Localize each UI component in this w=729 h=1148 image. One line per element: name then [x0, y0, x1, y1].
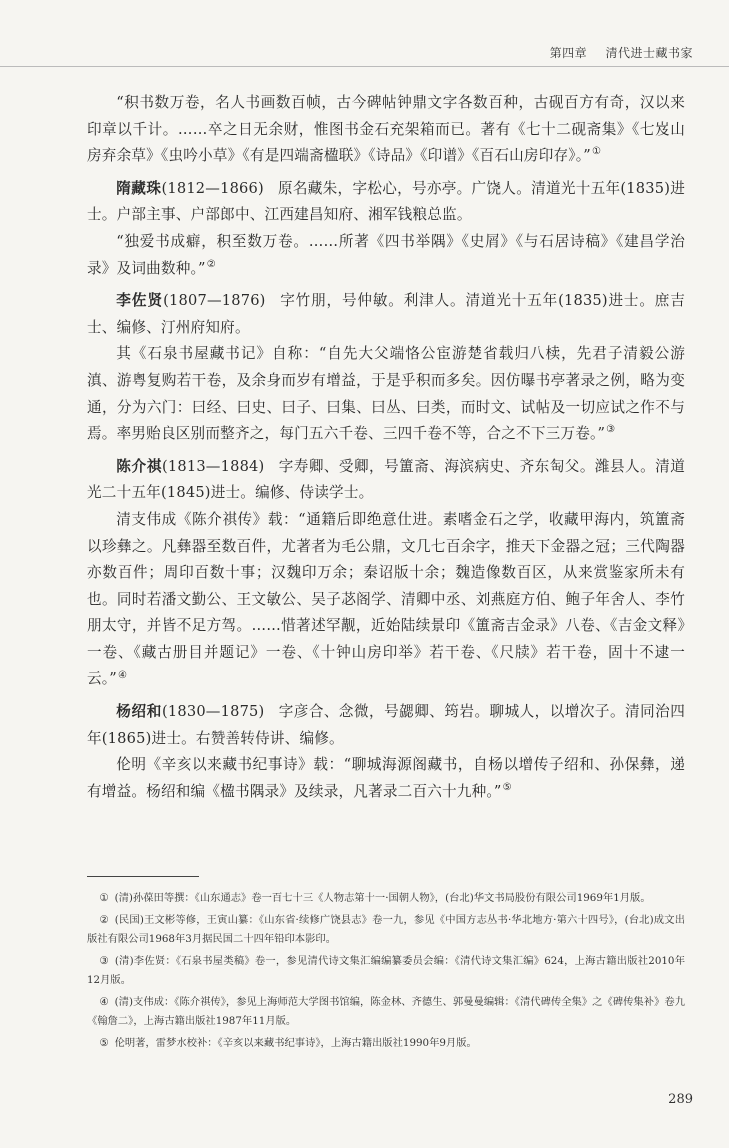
footnote-number: ⑤ — [99, 1037, 109, 1049]
entry-text: 字竹朋，号仲敏。利津人。清道光十五年(1835)进士。庶吉士、编修、汀州府知府。 — [87, 292, 685, 336]
chapter-number: 第四章 — [549, 46, 588, 60]
footnotes — [87, 889, 685, 1056]
quote-paragraph: 伦明《辛亥以来藏书纪事诗》载：“聊城海源阁藏书，自杨以增传子绍和、孙保彝，递有增益。杨绍和编《楹书隅录》及续录，凡著录二百六十九种。”⑤ — [87, 756, 685, 800]
footnote-marker: ① — [591, 146, 602, 158]
entry-heading — [87, 454, 685, 507]
quote-paragraph: “独爱书成癖，积至数万卷。……所著《四书举隅》《史屑》《与石居诗稿》《建昌学治录》及词曲数种。”② — [87, 232, 685, 277]
footnote-number: ① — [99, 892, 109, 904]
footnote: ② (民国)王文彬等修，王寅山纂：《山东省·续修广饶县志》卷一九，参见《中国方志丛书·华北地方·第六十四号》，(台北)成文出版社有限公司1968年3月据民国二十四年铅印本影印。 — [87, 914, 685, 945]
footnote-marker: ③ — [606, 424, 616, 436]
footnote-number: ④ — [99, 996, 109, 1008]
footnote-marker: ② — [206, 258, 216, 270]
page-number: 289 — [668, 1092, 693, 1107]
quote-paragraph: 其《石泉书屋藏书记》自称：“自先大父端恪公宦游楚省载归八椟，先君子清毅公游滇、游粤复购若干卷，及余身而岁有增益，于是乎积而多矣。因仿曝书亭著录之例，略为变通，分为六门：曰经、曰史、曰子、曰集、曰丛、曰类，而时文、试帖及一切应试之作不与焉。率男贻良区别而整齐之，每门五六千卷、三四千卷不等，合之不下三万卷。”③ — [87, 345, 685, 443]
footnote-number: ③ — [99, 955, 109, 967]
entry-text: 字寿卿、受卿，号簠斋、海滨病史、齐东匋父。潍县人。清道光二十五年(1845)进士。编修、侍读学士。 — [87, 457, 686, 502]
entry-name: 隋藏珠 — [116, 179, 162, 197]
footnote: ④ (清)支伟成：《陈介祺传》，参见上海师范大学图书馆编，陈金林、齐德生、郭曼曼编辑：《清代碑传全集》之《碑传集补》卷九《翰詹二》，上海古籍出版社1987年11月版。 — [87, 996, 685, 1027]
chapter-title: 清代进士藏书家 — [605, 46, 693, 60]
entry-years: (1813—1884) — [161, 457, 265, 475]
entry-name: 陈介祺 — [116, 457, 162, 475]
entry-heading — [87, 288, 685, 341]
header-rule — [0, 66, 729, 67]
footnote: ① (清)孙葆田等撰：《山东通志》卷一百七十三《人物志第十一·国朝人物》，(台北)华文书局股份有限公司1969年1月版。 — [99, 892, 651, 904]
quote-paragraph: “积书数万卷，名人书画数百帧，古今碑帖钟鼎文字各数百种，古砚百方有奇，汉以来印章以千计。……卒之日无余财，惟图书金石充架箱而已。著有《七十二砚斋集》《七岌山房弃余草》《虫吟小草》《有是四端斋楹联》《诗品》《印谱》《百石山房印存》。”① — [87, 94, 685, 165]
entry-name: 李佐贤 — [116, 292, 164, 310]
footnote: ⑤ 伦明著，雷梦水校补：《辛亥以来藏书纪事诗》，上海古籍出版社1990年9月版。 — [99, 1037, 477, 1049]
entry-name: 杨绍和 — [116, 703, 162, 721]
entry-years: (1812—1866) — [161, 179, 264, 197]
footnote-number: ② — [99, 914, 109, 926]
entry-text: 原名藏朱，字松心，号亦亭。广饶人。清道光十五年(1835)进士。户部主事、户部郎中、江西建昌知府、湘军钱粮总监。 — [87, 179, 686, 224]
footnote-rule — [87, 876, 199, 877]
footnote-marker: ④ — [117, 669, 128, 681]
main-text — [87, 90, 685, 805]
entry-years: (1830—1875) — [161, 703, 265, 721]
entry-text: 字彦合、念微，号勰卿、筠岩。聊城人，以增次子。清同治四年(1865)进士。右赞善转侍讲、编修。 — [87, 703, 686, 747]
footnote-marker: ⑤ — [502, 781, 512, 793]
footnote: ③ (清)李佐贤：《石泉书屋类稿》卷一，参见清代诗文集汇编编纂委员会编：《清代诗文集汇编》624，上海古籍出版社2010年12月版。 — [87, 955, 685, 986]
entry-years: (1807—1876) — [163, 292, 266, 310]
entry-heading — [87, 176, 685, 229]
running-header — [550, 44, 693, 61]
quote-paragraph: 清支伟成《陈介祺传》载：“通籍后即绝意仕进。素嗜金石之学，收藏甲海内，筑簠斋以珍彝之。凡彝器至数百件，尤著者为毛公鼎，文几七百余字，推天下金器之冠；三代陶器亦数百件；周印百数十事；汉魏印万余；秦诏版十余；魏造像数百区，从来赏鉴家所未有也。同时若潘文勤公、王文敏公、吴子苾阁学、清卿中丞、刘燕庭方伯、鲍子年舍人、李竹朋太守，并皆不足方驾。……惜著述罕觏，近始陆续景印《簠斋吉金录》八卷、《吉金文释》一卷、《藏古册目并题记》一卷、《十钟山房印举》若干卷、《尺牍》若干卷，固十不逮一云。”④ — [87, 510, 685, 688]
entry-heading — [87, 699, 685, 752]
